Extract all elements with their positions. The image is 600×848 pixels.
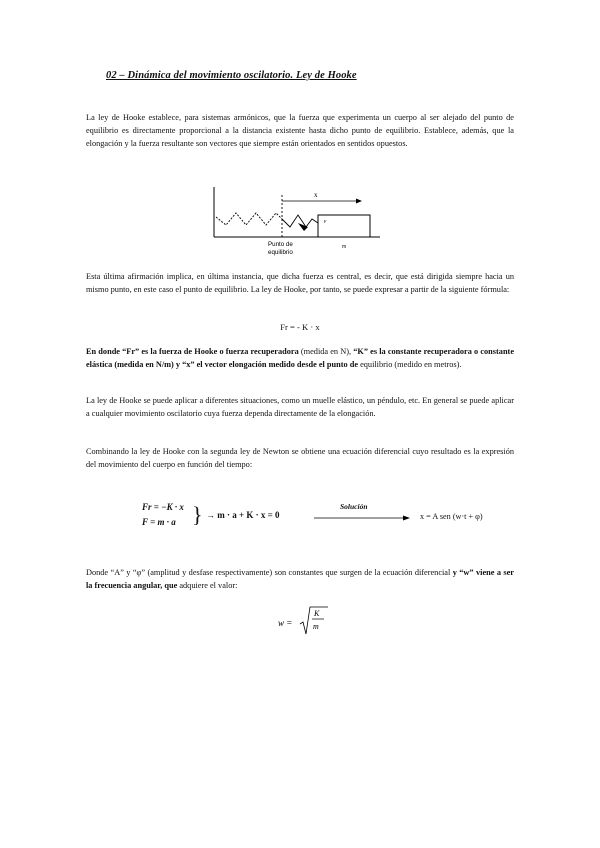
x-arrow-head bbox=[356, 199, 362, 204]
paragraph-applications: La ley de Hooke se puede aplicar a diferentes situaciones, como un muelle elástico, un péndulo, etc. En general se puede aplicar a cualquier movimiento oscilatorio cuya fuerza dependa directamente de la elongación. bbox=[86, 396, 514, 419]
equilibrium-label-2: equilibrio bbox=[268, 249, 293, 256]
force-arrow bbox=[298, 223, 308, 231]
equilibrium-label-1: Punto de bbox=[268, 241, 293, 248]
angular-frequency-formula bbox=[276, 604, 336, 640]
paragraph-central-force: Esta última afirmación implica, en última instancia, que dicha fuerza es central, es decir, que está dirigida siempre hacia un mismo punto, en este caso el punto de equilibrio. La ley de Hooke, por tanto, se puede expresar a partir de la siguiente fórmula: bbox=[86, 272, 514, 295]
x-label: x bbox=[314, 191, 318, 199]
paragraph-newton: Combinando la ley de Hooke con la segunda ley de Newton se obtiene una ecuación diferencial cuyo resultado es la expresión del movimiento del cuerpo en función del tiempo: bbox=[86, 447, 514, 470]
constants-bold: y “w” viene a ser la frecuencia angular, que bbox=[86, 568, 514, 591]
paragraph-intro: La ley de Hooke establece, para sistemas armónicos, que la fuerza que experimenta un cuerpo al ser alejado del punto de equilibrio es directamente proporcional a la distancia existente hasta dicho punto de equilibrio. Establece, además, que la elongación y la fuerza resultante son vectores que siempre están orientados en sentidos opuestos. bbox=[86, 113, 514, 149]
page-title: 02 – Dinámica del movimiento oscilatorio. Ley de Hooke bbox=[106, 70, 357, 81]
w-lhs: w = bbox=[278, 618, 293, 628]
paragraph-definitions bbox=[86, 345, 514, 371]
definition-text-2: equilibrio (medido en metros). bbox=[358, 360, 462, 370]
ode-brace: } bbox=[192, 502, 203, 527]
mass-label: m bbox=[342, 244, 347, 250]
ode-middle: → m · a + K · x = 0 bbox=[206, 510, 280, 520]
solution-label: Solución bbox=[340, 502, 368, 511]
spring bbox=[216, 213, 282, 225]
definition-bold-2: “K” es la constante recuperadora o constante elástica (medida en N/m) y “x” el vector elongación medido desde el punto de bbox=[86, 347, 514, 370]
ode-line-2: F = m · a bbox=[142, 517, 176, 527]
solution-arrow bbox=[314, 514, 410, 522]
force-label: F bbox=[324, 219, 327, 224]
definition-text-1: (medida en N), bbox=[298, 347, 354, 356]
ode-solution: x = A sen (w·t + φ) bbox=[420, 512, 483, 521]
w-numerator: K bbox=[314, 609, 320, 618]
spring-diagram bbox=[212, 185, 384, 257]
definition-bold-1: En donde “Fr” es la fuerza de Hooke o fuerza recuperadora bbox=[86, 347, 299, 356]
constants-text-2: adquiere el valor: bbox=[177, 581, 238, 591]
paragraph-constants bbox=[86, 566, 514, 592]
w-denominator: m bbox=[313, 622, 319, 631]
hooke-formula: Fr = - K · x bbox=[280, 322, 320, 332]
ode-line-1: Fr = −K · x bbox=[142, 502, 184, 512]
constants-text-1: Donde “A” y “φ” (amplitud y desfase respectivamente) son constantes que surgen de la ecuación diferencial bbox=[86, 568, 453, 577]
differential-equation bbox=[142, 502, 482, 536]
